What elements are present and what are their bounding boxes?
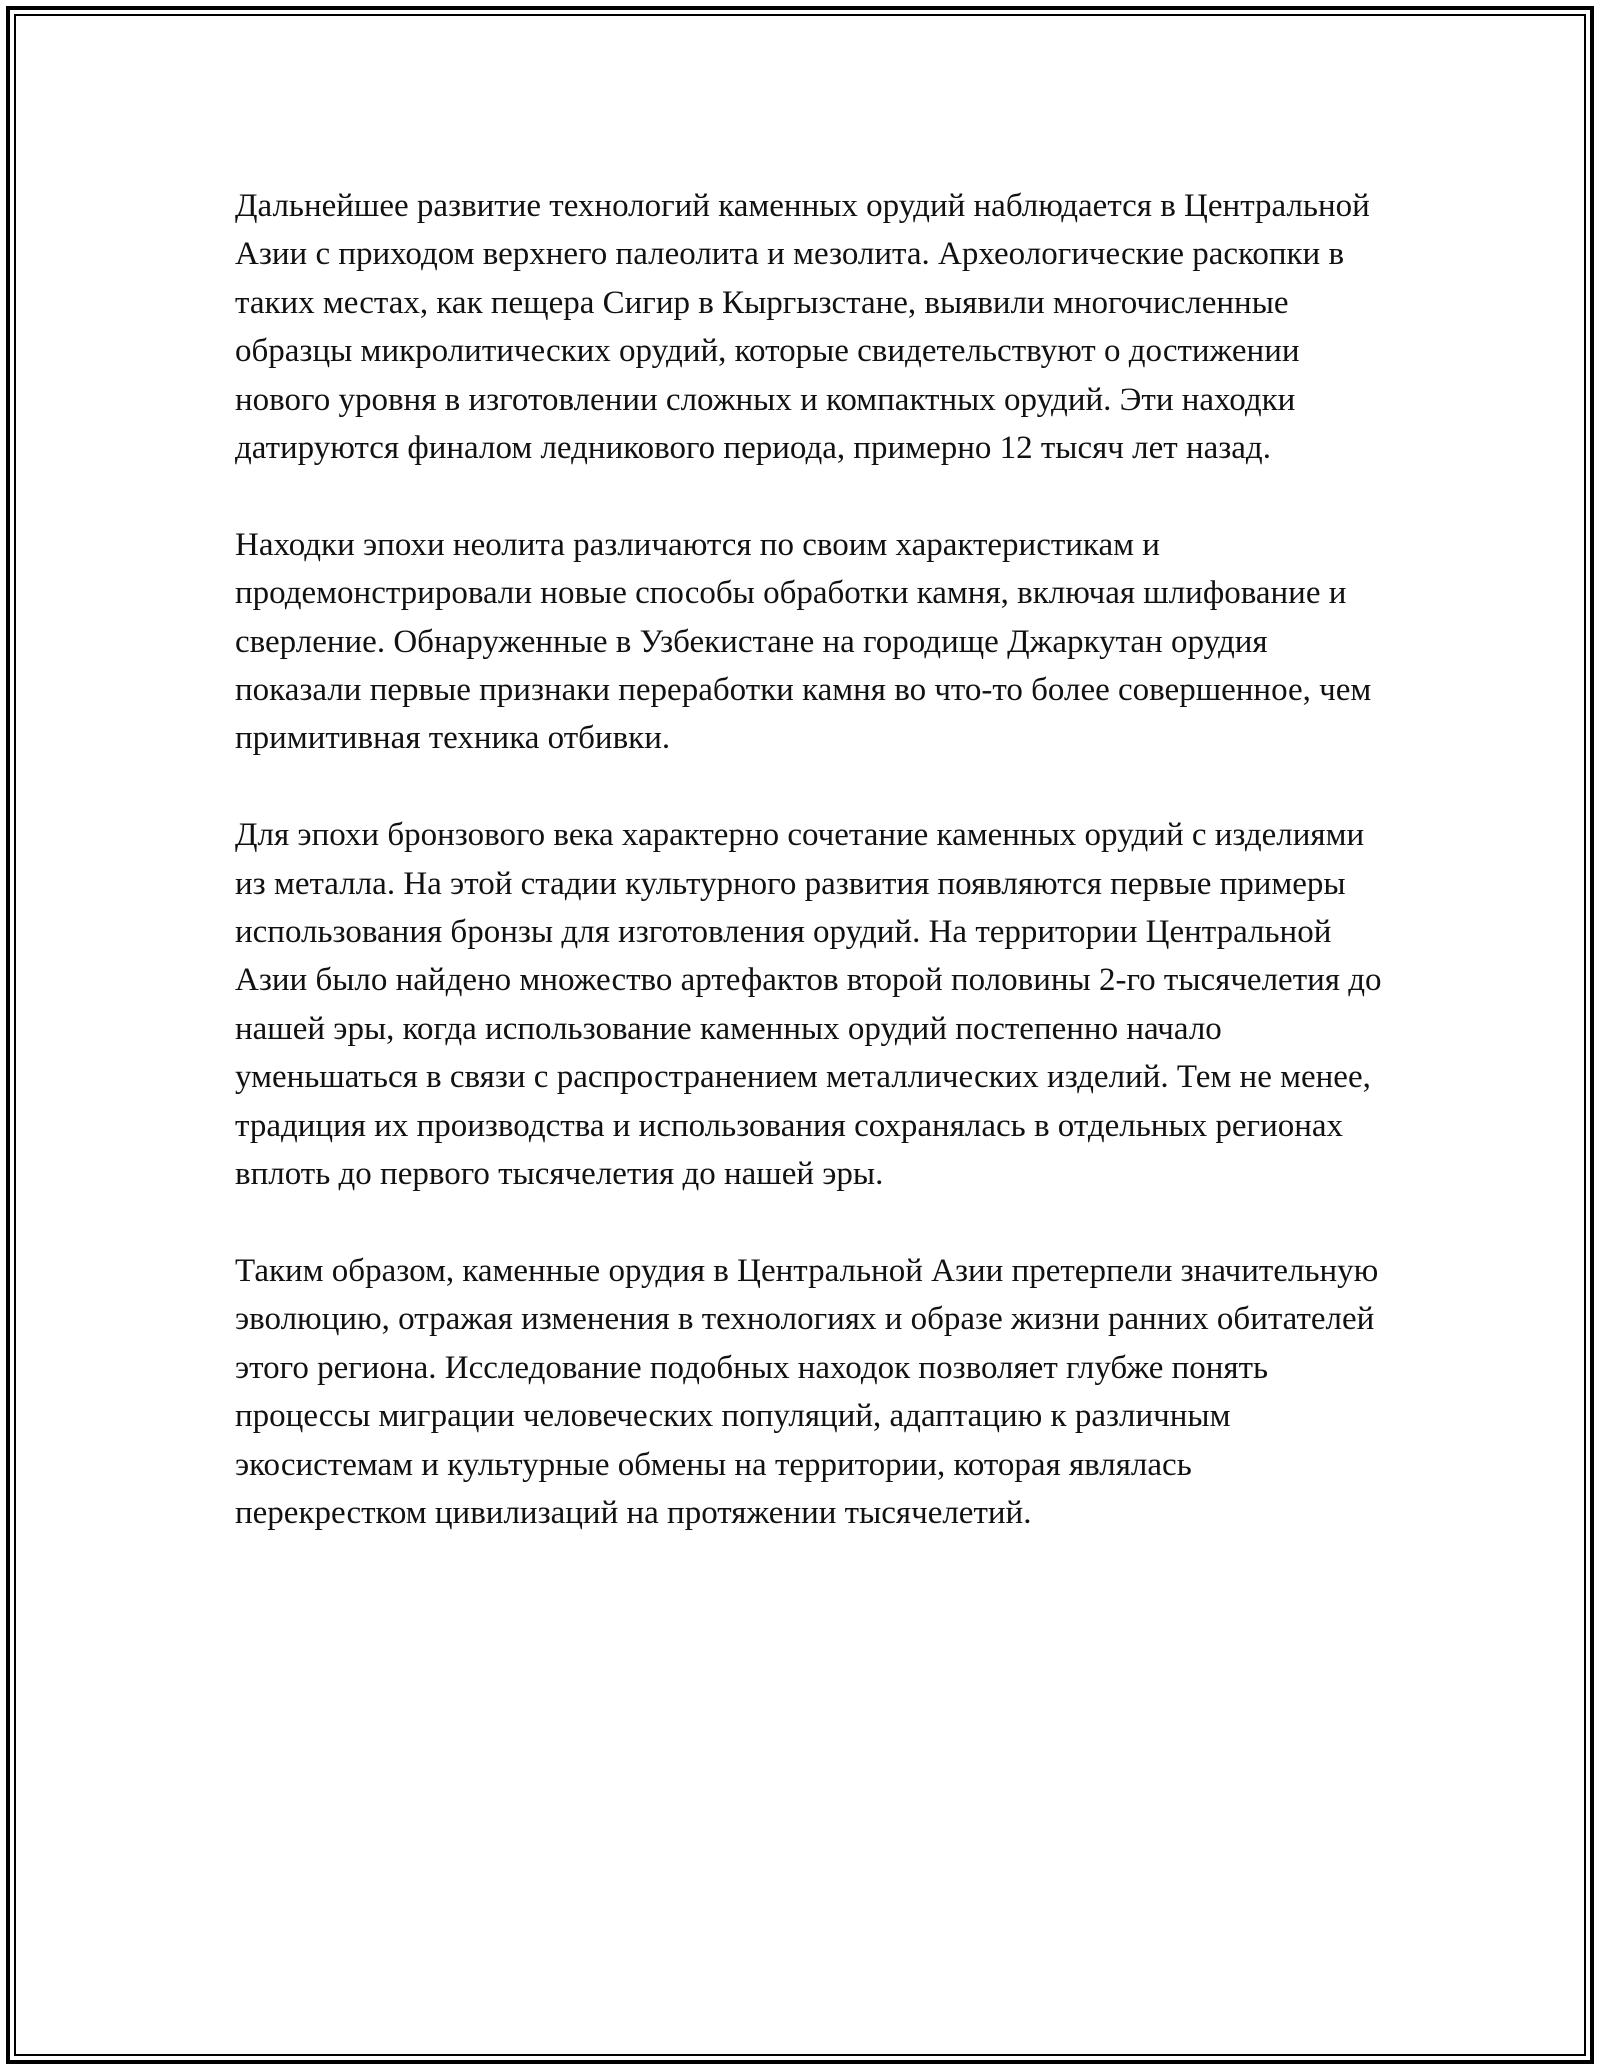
paragraph-conclusion: Таким образом, каменные орудия в Центральной Азии претерпели значительную эволюцию, отражая изменения в технологиях и образе жизни ранних обитателей этого региона. Исследование подобных находок позволяет глубже понять процессы миграции человеческих популяций, адаптацию к различным экосистемам и культурные обмены на территории, которая являлась перекрестком цивилизаций на протяжении тысячелетий. [235,1252,1379,1531]
paragraph-bronze-age: Для эпохи бронзового века характерно сочетание каменных орудий с изделиями из металла. На этой стадии культурного развития появляются первые примеры использования бронзы для изготовления орудий. На территории Центральной Азии было найдено множество артефактов второй половины 2-го тысячелетия до нашей эры, когда использование каменных орудий постепенно начало уменьшаться в связи с распространением металлических изделий. Тем не менее, традиция их производства и использования сохранялась в отдельных регионах вплоть до первого тысячелетия до нашей эры. [235,817,1382,1193]
paragraph-neolithic: Находки эпохи неолита различаются по своим характеристикам и продемонстрировали новые способы обработки камня, включая шлифование и сверление. Обнаруженные в Узбекистане на городище Джаркутан орудия показали первые признаки переработки камня во что-то более совершенное, чем примитивная техника отбивки. [235,526,1372,757]
paragraph-upper-paleolithic: Дальнейшее развитие технологий каменных орудий наблюдается в Центральной Азии с приходом верхнего палеолита и мезолита. Археологические раскопки в таких местах, как пещера Сигир в Кыргызстане, выявили многочисленные образцы микролитических орудий, которые свидетельствуют о достижении нового уровня в изготовлении сложных и компактных орудий. Эти находки датируются финалом ледникового периода, примерно 12 тысяч лет назад. [235,188,1370,467]
document-body [235,182,1385,1586]
